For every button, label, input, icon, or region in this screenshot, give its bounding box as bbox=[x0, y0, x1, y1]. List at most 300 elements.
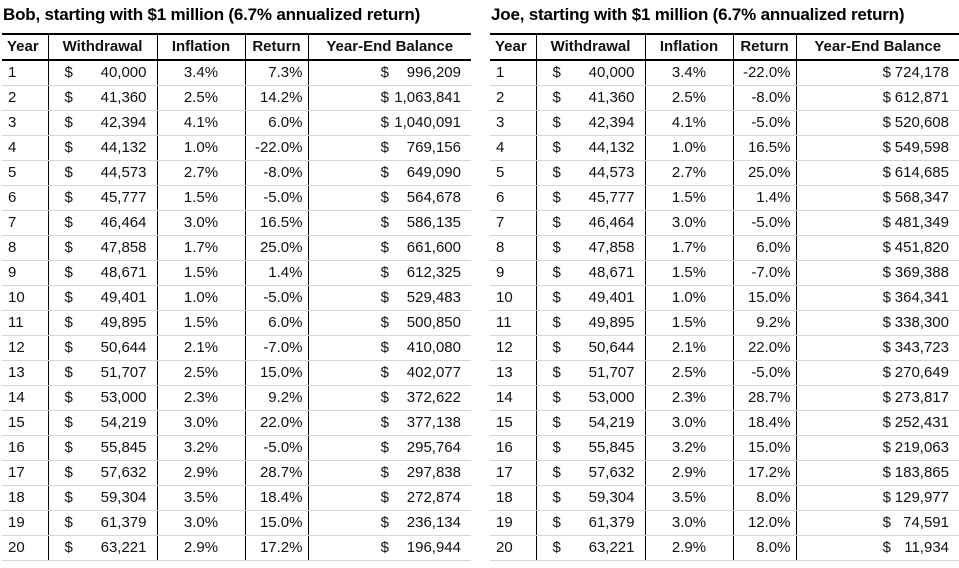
cell-year: 10 bbox=[490, 286, 536, 311]
cell-withdrawal bbox=[536, 261, 645, 286]
currency-symbol: $ bbox=[64, 414, 73, 431]
amount-value: 44,573 bbox=[100, 164, 147, 181]
currency-symbol: $ bbox=[64, 239, 73, 256]
cell-withdrawal bbox=[48, 111, 157, 136]
currency-symbol: $ bbox=[552, 139, 561, 156]
amount-value: 372,622 bbox=[406, 389, 461, 406]
amount-value: 48,671 bbox=[100, 264, 147, 281]
joe-table-panel bbox=[490, 5, 959, 561]
cell-inflation: 2.9% bbox=[157, 461, 245, 486]
cell-inflation: 2.7% bbox=[645, 161, 733, 186]
cell-return: 6.0% bbox=[733, 236, 796, 261]
amount-value: 196,944 bbox=[406, 539, 461, 556]
amount-value: 41,360 bbox=[100, 89, 147, 106]
cell-return: 15.0% bbox=[245, 511, 308, 536]
cell-withdrawal bbox=[48, 436, 157, 461]
currency-symbol: $ bbox=[882, 264, 891, 281]
currency-symbol: $ bbox=[882, 139, 891, 156]
cell-withdrawal bbox=[48, 536, 157, 561]
currency-symbol: $ bbox=[552, 239, 561, 256]
cell-year: 5 bbox=[2, 161, 48, 186]
table-row bbox=[2, 261, 471, 286]
cell-year-end-balance bbox=[308, 236, 471, 261]
amount-value: 410,080 bbox=[406, 339, 461, 356]
cell-return: 8.0% bbox=[733, 486, 796, 511]
amount-value: 612,325 bbox=[406, 264, 461, 281]
table-row bbox=[2, 236, 471, 261]
cell-withdrawal bbox=[536, 536, 645, 561]
cell-year: 14 bbox=[490, 386, 536, 411]
cell-year-end-balance bbox=[796, 511, 959, 536]
amount-value: 297,838 bbox=[406, 464, 461, 481]
table-row bbox=[490, 60, 959, 86]
cell-withdrawal bbox=[536, 286, 645, 311]
currency-symbol: $ bbox=[380, 539, 389, 556]
currency-symbol: $ bbox=[552, 264, 561, 281]
cell-year: 7 bbox=[490, 211, 536, 236]
amount-value: 481,349 bbox=[894, 214, 949, 231]
currency-symbol: $ bbox=[882, 289, 891, 306]
currency-symbol: $ bbox=[552, 114, 561, 131]
amount-value: 564,678 bbox=[406, 189, 461, 206]
cell-inflation: 3.4% bbox=[645, 60, 733, 86]
amount-value: 364,341 bbox=[894, 289, 949, 306]
currency-symbol: $ bbox=[64, 364, 73, 381]
currency-symbol: $ bbox=[882, 514, 891, 531]
currency-symbol: $ bbox=[552, 539, 561, 556]
amount-value: 50,644 bbox=[588, 339, 635, 356]
table-row bbox=[2, 311, 471, 336]
cell-year: 17 bbox=[2, 461, 48, 486]
currency-symbol: $ bbox=[882, 164, 891, 181]
cell-inflation: 2.7% bbox=[157, 161, 245, 186]
amount-value: 1,063,841 bbox=[394, 89, 461, 106]
amount-value: 53,000 bbox=[588, 389, 635, 406]
cell-withdrawal bbox=[48, 261, 157, 286]
cell-year: 7 bbox=[2, 211, 48, 236]
currency-symbol: $ bbox=[882, 189, 891, 206]
cell-year-end-balance bbox=[796, 486, 959, 511]
amount-value: 42,394 bbox=[588, 114, 635, 131]
table-row bbox=[2, 111, 471, 136]
currency-symbol: $ bbox=[64, 139, 73, 156]
bob-table-header bbox=[2, 34, 471, 60]
currency-symbol: $ bbox=[552, 464, 561, 481]
currency-symbol: $ bbox=[380, 464, 389, 481]
currency-symbol: $ bbox=[380, 489, 389, 506]
cell-return: 17.2% bbox=[245, 536, 308, 561]
cell-return: 16.5% bbox=[245, 211, 308, 236]
cell-year-end-balance bbox=[308, 86, 471, 111]
cell-year: 16 bbox=[2, 436, 48, 461]
cell-return: -8.0% bbox=[245, 161, 308, 186]
joe-tbody bbox=[490, 60, 959, 561]
currency-symbol: $ bbox=[380, 239, 389, 256]
amount-value: 568,347 bbox=[894, 189, 949, 206]
cell-year-end-balance bbox=[308, 486, 471, 511]
table-row bbox=[2, 461, 471, 486]
cell-year: 13 bbox=[490, 361, 536, 386]
cell-return: -8.0% bbox=[733, 86, 796, 111]
cell-return: 28.7% bbox=[245, 461, 308, 486]
table-row bbox=[490, 211, 959, 236]
currency-symbol: $ bbox=[64, 514, 73, 531]
cell-year: 1 bbox=[490, 60, 536, 86]
cell-return: 22.0% bbox=[733, 336, 796, 361]
amount-value: 57,632 bbox=[100, 464, 147, 481]
cell-inflation: 1.0% bbox=[157, 286, 245, 311]
amount-value: 520,608 bbox=[894, 114, 949, 131]
cell-withdrawal bbox=[48, 311, 157, 336]
amount-value: 59,304 bbox=[100, 489, 147, 506]
amount-value: 252,431 bbox=[894, 414, 949, 431]
cell-year-end-balance bbox=[308, 161, 471, 186]
cell-withdrawal bbox=[48, 86, 157, 111]
cell-return: 18.4% bbox=[245, 486, 308, 511]
cell-year: 11 bbox=[490, 311, 536, 336]
cell-inflation: 2.5% bbox=[157, 361, 245, 386]
amount-value: 129,977 bbox=[894, 489, 949, 506]
cell-year: 4 bbox=[490, 136, 536, 161]
cell-inflation: 2.9% bbox=[645, 536, 733, 561]
cell-inflation: 2.3% bbox=[157, 386, 245, 411]
amount-value: 53,000 bbox=[100, 389, 147, 406]
table-row bbox=[490, 511, 959, 536]
column-header-inflation: Inflation bbox=[645, 34, 733, 60]
amount-value: 529,483 bbox=[406, 289, 461, 306]
amount-value: 74,591 bbox=[903, 514, 949, 531]
cell-year: 1 bbox=[2, 60, 48, 86]
cell-withdrawal bbox=[536, 411, 645, 436]
amount-value: 61,379 bbox=[100, 514, 147, 531]
cell-inflation: 3.5% bbox=[157, 486, 245, 511]
currency-symbol: $ bbox=[552, 64, 561, 81]
cell-withdrawal bbox=[536, 436, 645, 461]
cell-withdrawal bbox=[48, 486, 157, 511]
cell-return: 17.2% bbox=[733, 461, 796, 486]
cell-year: 19 bbox=[2, 511, 48, 536]
cell-inflation: 2.5% bbox=[157, 86, 245, 111]
currency-symbol: $ bbox=[380, 114, 389, 131]
cell-year: 3 bbox=[2, 111, 48, 136]
cell-withdrawal bbox=[48, 60, 157, 86]
cell-return: 9.2% bbox=[733, 311, 796, 336]
table-row bbox=[490, 436, 959, 461]
cell-year: 3 bbox=[490, 111, 536, 136]
cell-year-end-balance bbox=[308, 411, 471, 436]
cell-withdrawal bbox=[536, 336, 645, 361]
cell-withdrawal bbox=[536, 186, 645, 211]
cell-year: 8 bbox=[2, 236, 48, 261]
cell-inflation: 1.5% bbox=[645, 311, 733, 336]
amount-value: 1,040,091 bbox=[394, 114, 461, 131]
cell-return: 25.0% bbox=[733, 161, 796, 186]
cell-withdrawal bbox=[48, 186, 157, 211]
cell-return: 28.7% bbox=[733, 386, 796, 411]
currency-symbol: $ bbox=[552, 414, 561, 431]
cell-return: 6.0% bbox=[245, 311, 308, 336]
currency-symbol: $ bbox=[380, 389, 389, 406]
cell-withdrawal bbox=[536, 211, 645, 236]
cell-year-end-balance bbox=[308, 261, 471, 286]
cell-inflation: 1.5% bbox=[157, 261, 245, 286]
column-header-year: Year bbox=[490, 34, 536, 60]
cell-withdrawal bbox=[48, 136, 157, 161]
cell-return: -5.0% bbox=[245, 436, 308, 461]
cell-return: 8.0% bbox=[733, 536, 796, 561]
cell-withdrawal bbox=[536, 111, 645, 136]
currency-symbol: $ bbox=[380, 314, 389, 331]
cell-return: -5.0% bbox=[245, 286, 308, 311]
cell-withdrawal bbox=[48, 211, 157, 236]
cell-year: 16 bbox=[490, 436, 536, 461]
cell-year: 6 bbox=[2, 186, 48, 211]
cell-inflation: 2.3% bbox=[645, 386, 733, 411]
amount-value: 49,895 bbox=[100, 314, 147, 331]
currency-symbol: $ bbox=[64, 539, 73, 556]
table-row bbox=[490, 111, 959, 136]
amount-value: 661,600 bbox=[406, 239, 461, 256]
amount-value: 272,874 bbox=[406, 489, 461, 506]
cell-return: 9.2% bbox=[245, 386, 308, 411]
cell-inflation: 2.5% bbox=[645, 86, 733, 111]
cell-year-end-balance bbox=[308, 111, 471, 136]
currency-symbol: $ bbox=[552, 189, 561, 206]
currency-symbol: $ bbox=[552, 89, 561, 106]
table-row bbox=[2, 336, 471, 361]
cell-return: 6.0% bbox=[245, 111, 308, 136]
cell-year-end-balance bbox=[308, 386, 471, 411]
table-row bbox=[2, 536, 471, 561]
currency-symbol: $ bbox=[64, 214, 73, 231]
cell-withdrawal bbox=[536, 60, 645, 86]
currency-symbol: $ bbox=[64, 464, 73, 481]
bob-table-panel bbox=[2, 5, 471, 561]
cell-return: -5.0% bbox=[733, 361, 796, 386]
cell-inflation: 3.0% bbox=[645, 211, 733, 236]
table-row bbox=[2, 86, 471, 111]
cell-year: 10 bbox=[2, 286, 48, 311]
header-row bbox=[2, 34, 471, 60]
currency-symbol: $ bbox=[380, 289, 389, 306]
joe-table bbox=[490, 33, 959, 561]
cell-inflation: 3.5% bbox=[645, 486, 733, 511]
cell-withdrawal bbox=[48, 411, 157, 436]
table-row bbox=[490, 261, 959, 286]
amount-value: 40,000 bbox=[588, 64, 635, 81]
currency-symbol: $ bbox=[882, 464, 891, 481]
table-row bbox=[490, 536, 959, 561]
currency-symbol: $ bbox=[882, 389, 891, 406]
cell-inflation: 1.5% bbox=[157, 311, 245, 336]
currency-symbol: $ bbox=[64, 114, 73, 131]
cell-return: 1.4% bbox=[245, 261, 308, 286]
cell-year: 5 bbox=[490, 161, 536, 186]
cell-return: 14.2% bbox=[245, 86, 308, 111]
cell-inflation: 1.0% bbox=[157, 136, 245, 161]
cell-year: 12 bbox=[490, 336, 536, 361]
cell-year-end-balance bbox=[796, 161, 959, 186]
amount-value: 54,219 bbox=[100, 414, 147, 431]
cell-year-end-balance bbox=[796, 211, 959, 236]
cell-withdrawal bbox=[536, 311, 645, 336]
currency-symbol: $ bbox=[882, 489, 891, 506]
table-row bbox=[2, 436, 471, 461]
column-header-return: Return bbox=[733, 34, 796, 60]
cell-inflation: 3.0% bbox=[645, 511, 733, 536]
cell-year-end-balance bbox=[308, 336, 471, 361]
table-row bbox=[490, 236, 959, 261]
cell-withdrawal bbox=[48, 461, 157, 486]
cell-inflation: 2.9% bbox=[645, 461, 733, 486]
table-row bbox=[2, 60, 471, 86]
amount-value: 57,632 bbox=[588, 464, 635, 481]
currency-symbol: $ bbox=[882, 364, 891, 381]
table-row bbox=[2, 511, 471, 536]
amount-value: 50,644 bbox=[100, 339, 147, 356]
column-header-withdrawal: Withdrawal bbox=[48, 34, 157, 60]
table-row bbox=[490, 336, 959, 361]
cell-inflation: 3.0% bbox=[157, 411, 245, 436]
table-row bbox=[490, 286, 959, 311]
currency-symbol: $ bbox=[64, 339, 73, 356]
cell-year-end-balance bbox=[796, 536, 959, 561]
table-row bbox=[490, 486, 959, 511]
cell-inflation: 1.7% bbox=[645, 236, 733, 261]
cell-year-end-balance bbox=[308, 436, 471, 461]
cell-year: 18 bbox=[490, 486, 536, 511]
cell-return: 1.4% bbox=[733, 186, 796, 211]
cell-withdrawal bbox=[48, 236, 157, 261]
bob-tbody bbox=[2, 60, 471, 561]
cell-year: 11 bbox=[2, 311, 48, 336]
currency-symbol: $ bbox=[552, 314, 561, 331]
amount-value: 41,360 bbox=[588, 89, 635, 106]
cell-return: -5.0% bbox=[733, 211, 796, 236]
joe-table-header bbox=[490, 34, 959, 60]
cell-inflation: 3.0% bbox=[645, 411, 733, 436]
cell-inflation: 1.0% bbox=[645, 286, 733, 311]
cell-year: 12 bbox=[2, 336, 48, 361]
amount-value: 59,304 bbox=[588, 489, 635, 506]
cell-return: 7.3% bbox=[245, 60, 308, 86]
currency-symbol: $ bbox=[64, 389, 73, 406]
amount-value: 295,764 bbox=[406, 439, 461, 456]
currency-symbol: $ bbox=[882, 414, 891, 431]
cell-year-end-balance bbox=[308, 186, 471, 211]
currency-symbol: $ bbox=[882, 439, 891, 456]
cell-return: 15.0% bbox=[733, 286, 796, 311]
currency-symbol: $ bbox=[552, 514, 561, 531]
cell-year-end-balance bbox=[796, 261, 959, 286]
cell-return: -22.0% bbox=[245, 136, 308, 161]
cell-year-end-balance bbox=[796, 186, 959, 211]
amount-value: 44,132 bbox=[100, 139, 147, 156]
currency-symbol: $ bbox=[552, 164, 561, 181]
cell-withdrawal bbox=[536, 136, 645, 161]
cell-inflation: 1.7% bbox=[157, 236, 245, 261]
cell-year: 17 bbox=[490, 461, 536, 486]
amount-value: 236,134 bbox=[406, 514, 461, 531]
currency-symbol: $ bbox=[882, 64, 891, 81]
cell-return: -7.0% bbox=[733, 261, 796, 286]
amount-value: 45,777 bbox=[100, 189, 147, 206]
amount-value: 500,850 bbox=[406, 314, 461, 331]
currency-symbol: $ bbox=[380, 339, 389, 356]
amount-value: 49,895 bbox=[588, 314, 635, 331]
amount-value: 270,649 bbox=[894, 364, 949, 381]
amount-value: 48,671 bbox=[588, 264, 635, 281]
cell-year-end-balance bbox=[308, 136, 471, 161]
cell-return: 16.5% bbox=[733, 136, 796, 161]
amount-value: 996,209 bbox=[406, 64, 461, 81]
cell-return: -22.0% bbox=[733, 60, 796, 86]
amount-value: 40,000 bbox=[100, 64, 147, 81]
amount-value: 369,388 bbox=[894, 264, 949, 281]
currency-symbol: $ bbox=[64, 314, 73, 331]
cell-withdrawal bbox=[536, 486, 645, 511]
table-row bbox=[2, 386, 471, 411]
amount-value: 402,077 bbox=[406, 364, 461, 381]
cell-withdrawal bbox=[536, 361, 645, 386]
amount-value: 47,858 bbox=[100, 239, 147, 256]
amount-value: 44,573 bbox=[588, 164, 635, 181]
column-header-return: Return bbox=[245, 34, 308, 60]
currency-symbol: $ bbox=[64, 289, 73, 306]
currency-symbol: $ bbox=[380, 414, 389, 431]
currency-symbol: $ bbox=[64, 489, 73, 506]
amount-value: 343,723 bbox=[894, 339, 949, 356]
currency-symbol: $ bbox=[64, 89, 73, 106]
currency-symbol: $ bbox=[64, 64, 73, 81]
currency-symbol: $ bbox=[380, 264, 389, 281]
cell-return: 15.0% bbox=[733, 436, 796, 461]
table-row bbox=[490, 86, 959, 111]
cell-withdrawal bbox=[536, 236, 645, 261]
cell-year-end-balance bbox=[796, 411, 959, 436]
cell-year-end-balance bbox=[308, 286, 471, 311]
currency-symbol: $ bbox=[552, 489, 561, 506]
currency-symbol: $ bbox=[882, 539, 891, 556]
amount-value: 586,135 bbox=[406, 214, 461, 231]
cell-inflation: 2.1% bbox=[157, 336, 245, 361]
cell-return: -5.0% bbox=[245, 186, 308, 211]
cell-year: 20 bbox=[2, 536, 48, 561]
table-row bbox=[490, 461, 959, 486]
cell-withdrawal bbox=[536, 161, 645, 186]
table-row bbox=[490, 386, 959, 411]
cell-inflation: 1.5% bbox=[645, 261, 733, 286]
cell-year-end-balance bbox=[796, 386, 959, 411]
currency-symbol: $ bbox=[882, 314, 891, 331]
cell-year: 13 bbox=[2, 361, 48, 386]
column-header-year-end-balance: Year-End Balance bbox=[796, 34, 959, 60]
currency-symbol: $ bbox=[380, 89, 389, 106]
table-row bbox=[2, 161, 471, 186]
table-row bbox=[490, 186, 959, 211]
cell-withdrawal bbox=[48, 511, 157, 536]
cell-year-end-balance bbox=[796, 111, 959, 136]
currency-symbol: $ bbox=[882, 214, 891, 231]
amount-value: 45,777 bbox=[588, 189, 635, 206]
cell-inflation: 2.5% bbox=[645, 361, 733, 386]
cell-year-end-balance bbox=[796, 60, 959, 86]
cell-inflation: 3.4% bbox=[157, 60, 245, 86]
column-header-year: Year bbox=[2, 34, 48, 60]
cell-year: 19 bbox=[490, 511, 536, 536]
amount-value: 55,845 bbox=[100, 439, 147, 456]
cell-year-end-balance bbox=[796, 136, 959, 161]
